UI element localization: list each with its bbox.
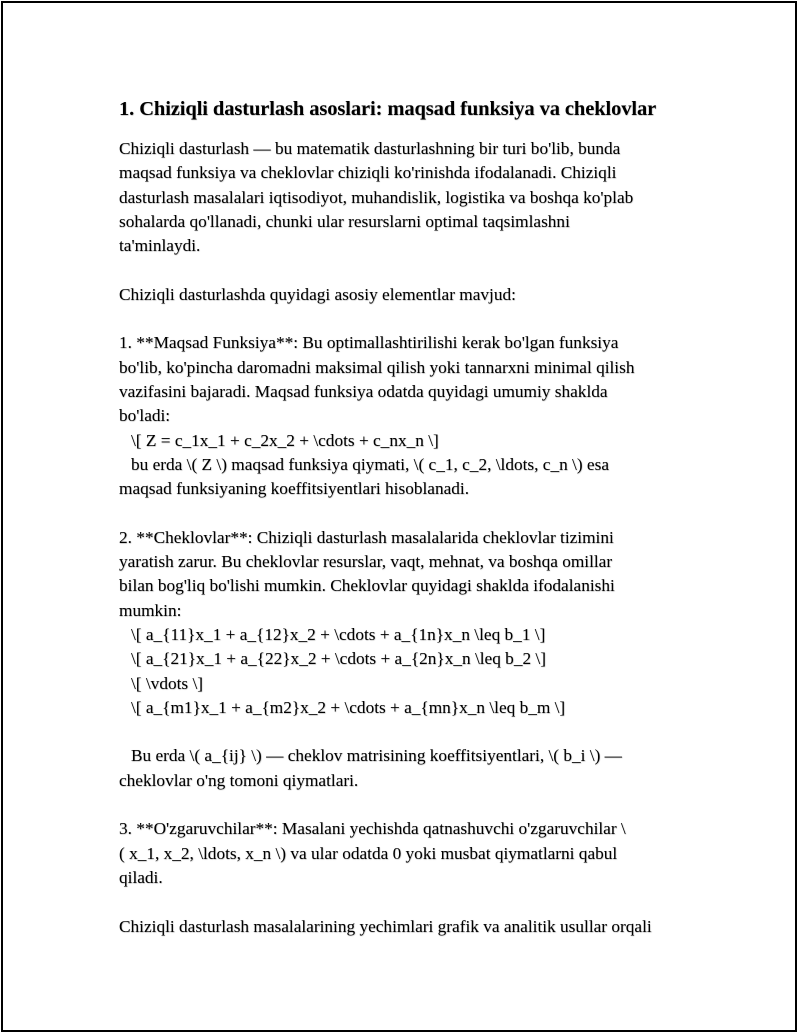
intro-paragraph — [119, 137, 691, 258]
paragraph-spacer — [119, 720, 691, 744]
paragraph-spacer — [119, 307, 691, 331]
item2-explanation-line: cheklovlar o'ng tomoni qiymatlari. — [119, 770, 359, 790]
item1-line: 1. **Maqsad Funksiya**: Bu optimallashtirilishi kerak bo'lgan funksiya — [119, 333, 619, 353]
item-objective-function — [119, 331, 691, 501]
paragraph-spacer — [119, 258, 691, 282]
elements-heading: Chiziqli dasturlashda quyidagi asosiy elementlar mavjud: — [119, 284, 516, 304]
constraint-formula: \[ \vdots \] — [131, 673, 204, 693]
intro-line: Chiziqli dasturlash — bu matematik dasturlashning bir turi bo'lib, bunda — [119, 139, 621, 158]
intro-line: sohalarda qo'llanadi, chunki ular resurslarni optimal taqsimlashni — [119, 211, 570, 231]
item2-explanation-line: Bu erda \( a_{ij} \) — cheklov matrisining koeffitsiyentlari, \( b_i \) — — [131, 746, 622, 766]
item2-line: yaratish zarur. Bu cheklovlar resurslar, vaqt, mehnat, va boshqa omillar — [119, 552, 613, 572]
item1-explanation-line: bu erda \( Z \) maqsad funksiya qiymati, \( c_1, c_2, \ldots, c_n \) esa — [131, 454, 609, 474]
paragraph-spacer — [119, 501, 691, 525]
document-page — [1, 1, 797, 1032]
item1-explanation-line: maqsad funksiyaning koeffitsiyentlari hisoblanadi. — [119, 479, 470, 499]
item3-line: qiladi. — [119, 867, 163, 887]
document-title: 1. Chiziqli dasturlash asoslari: maqsad funksiya va cheklovlar — [119, 98, 657, 120]
constraint-formula: \[ a_{21}x_1 + a_{22}x_2 + \cdots + a_{2n}x_n \leq b_2 \] — [131, 649, 546, 669]
item2-line: 2. **Cheklovlar**: Chiziqli dasturlash masalalarida cheklovlar tizimini — [119, 527, 614, 547]
item2-line: bilan bog'liq bo'lishi mumkin. Cheklovlar quyidagi shaklda ifodalanishi — [119, 576, 615, 596]
constraint-formula: \[ a_{m1}x_1 + a_{m2}x_2 + \cdots + a_{mn}x_n \leq b_m \] — [131, 697, 566, 717]
intro-line: ta'minlaydi. — [119, 236, 201, 256]
item-constraints — [119, 526, 691, 793]
intro-line: maqsad funksiya va cheklovlar chiziqli ko'rinishda ifodalanadi. Chiziqli — [119, 163, 617, 183]
item1-line: vazifasini bajaradi. Maqsad funksiya odatda quyidagi umumiy shaklda — [119, 381, 608, 401]
paragraph-spacer — [119, 890, 691, 914]
intro-line: dasturlash masalalari iqtisodiyot, muhandislik, logistika va boshqa ko'plab — [119, 187, 634, 207]
item3-line: ( x_1, x_2, \ldots, x_n \) va ular odatda 0 yoki musbat qiymatlarni qabul — [119, 843, 618, 863]
item-variables — [119, 817, 691, 890]
item1-line: bo'lib, ko'pincha daromadni maksimal qilish yoki tannarxni minimal qilish — [119, 357, 635, 377]
item2-line: mumkin: — [119, 600, 182, 620]
document-content — [119, 95, 691, 939]
constraint-formula: \[ a_{11}x_1 + a_{12}x_2 + \cdots + a_{1n}x_n \leq b_1 \] — [131, 624, 546, 644]
closing-line: Chiziqli dasturlash masalalarining yechimlari grafik va analitik usullar orqali — [119, 916, 652, 936]
objective-formula: \[ Z = c_1x_1 + c_2x_2 + \cdots + c_nx_n \] — [131, 430, 439, 450]
paragraph-spacer — [119, 793, 691, 817]
item3-line: 3. **O'zgaruvchilar**: Masalani yechishda qatnashuvchi o'zgaruvchilar \ — [119, 819, 626, 839]
item1-line: bo'ladi: — [119, 406, 171, 426]
